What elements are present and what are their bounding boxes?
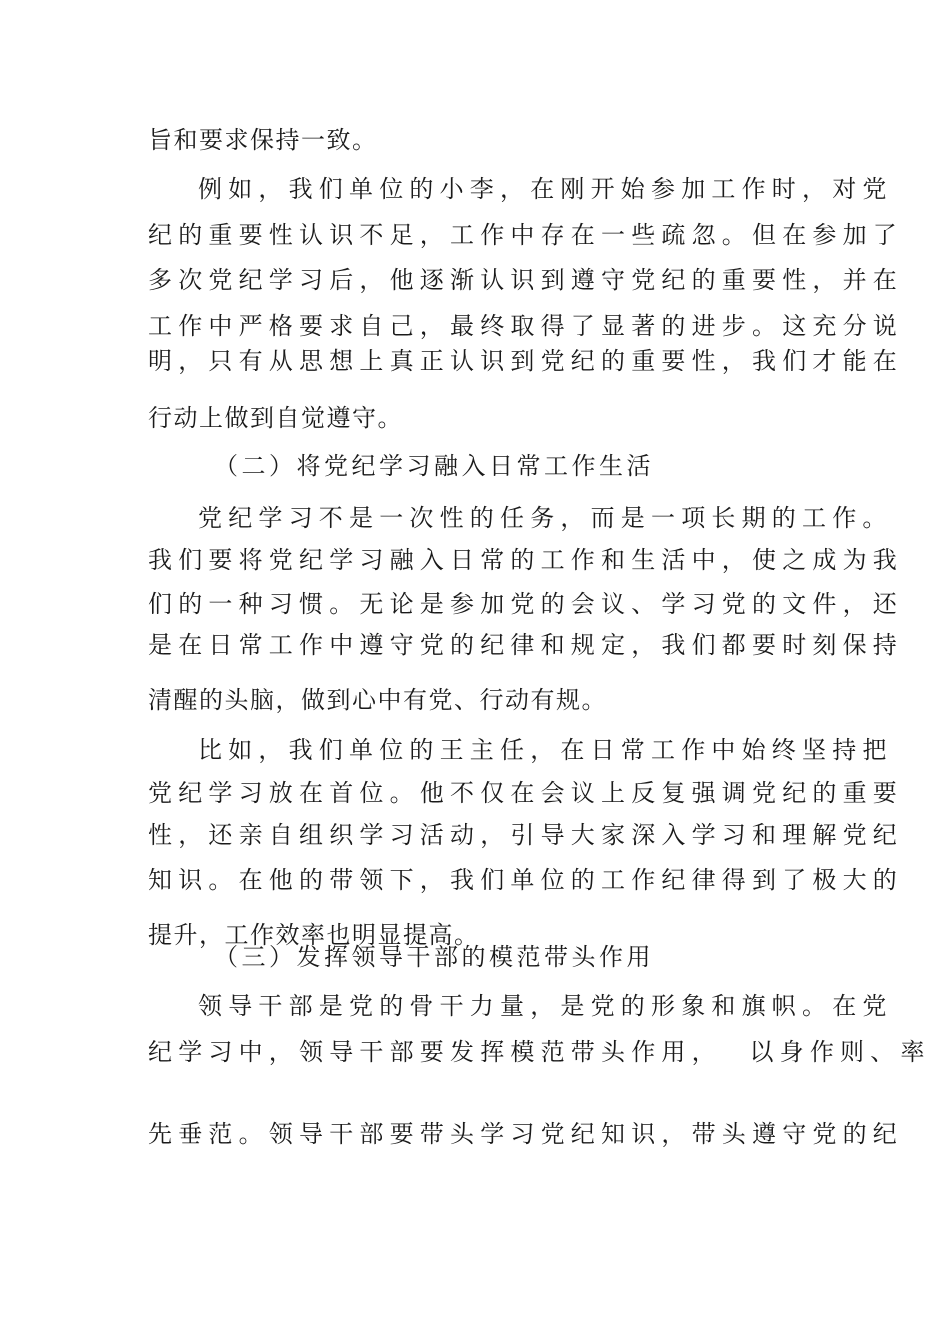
paragraph-line: 纪的重要性认识不足，工作中存在一些疏忽。但在参加了 [148,221,903,249]
section-heading: （二）将党纪学习融入日常工作生活 [214,452,654,480]
paragraph-line: 是在日常工作中遵守党的纪律和规定，我们都要时刻保持 [148,631,903,659]
paragraph-line: 领导干部是党的骨干力量，是党的形象和旗帜。在党 [198,992,893,1020]
paragraph-line: 党纪学习放在首位。他不仅在会议上反复强调党纪的重要 [148,779,903,807]
paragraph-line: 旨和要求保持一致。 [148,126,378,154]
paragraph-line: 知识。在他的带领下，我们单位的工作纪律得到了极大的 [148,866,903,894]
paragraph-line: 工作中严格要求自己，最终取得了显著的进步。这充分说 [148,312,903,340]
paragraph-line: 性，还亲自组织学习活动，引导大家深入学习和理解党纪 [148,821,903,849]
paragraph-line: 提升，工作效率也明显提高。 [148,921,480,949]
paragraph-line: 多次党纪学习后，他逐渐认识到遵守党纪的重要性，并在 [148,266,903,294]
paragraph-line: 例如，我们单位的小李，在刚开始参加工作时，对党 [198,175,893,203]
paragraph-line: 比如，我们单位的王主任，在日常工作中始终坚持把 [198,736,893,764]
paragraph-line: 们的一种习惯。无论是参加党的会议、学习党的文件，还 [148,590,903,618]
paragraph-line: 明，只有从思想上真正认识到党纪的重要性，我们才能在 [148,347,903,375]
section-heading: （三）发挥领导干部的模范带头作用 [214,943,654,971]
paragraph-line: 行动上做到自觉遵守。 [148,404,403,432]
paragraph-line: 党纪学习不是一次性的任务，而是一项长期的工作。 [198,504,893,532]
paragraph-line: 清醒的头脑，做到心中有党、行动有规。 [148,686,607,714]
paragraph-line: 先垂范。领导干部要带头学习党纪知识，带头遵守党的纪 [148,1120,903,1148]
paragraph-line: 我们要将党纪学习融入日常的工作和生活中，使之成为我 [148,546,903,574]
paragraph-line: 纪学习中，领导干部要发挥模范带头作用， 以身作则、率 [148,1038,931,1066]
